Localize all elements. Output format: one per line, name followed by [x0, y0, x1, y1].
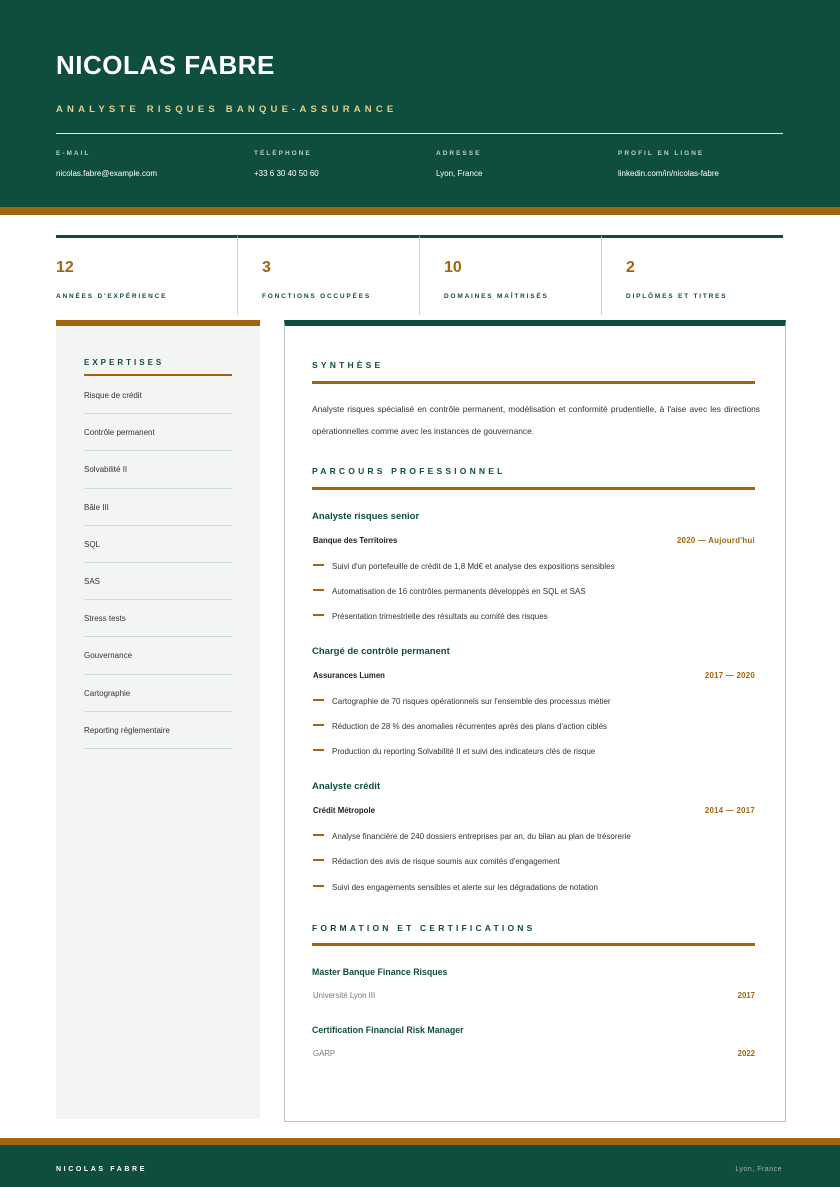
expertise-list — [84, 377, 232, 749]
bullet-text: Suivi des engagements sensibles et alerte sur les dégradations de notation — [332, 883, 598, 892]
job-bullet — [313, 883, 763, 895]
expertise-title: EXPERTISES — [84, 358, 165, 367]
footer-accent-band — [0, 1138, 840, 1145]
contact-phone-label: TÉLÉPHONE — [254, 150, 312, 157]
job-title: Analyste risques senior — [312, 511, 420, 522]
education-item-year: 2022 — [737, 1049, 755, 1058]
bullet-dash-icon — [313, 699, 324, 701]
education-item-title: Master Banque Finance Risques — [312, 967, 448, 977]
bullet-dash-icon — [313, 724, 324, 726]
stat-label: DIPLÔMES ET TITRES — [626, 293, 728, 300]
job-bullet — [313, 857, 763, 869]
contact-profile-value[interactable]: linkedin.com/in/nicolas-fabre — [618, 169, 719, 178]
contact-profile-label: PROFIL EN LIGNE — [618, 150, 705, 157]
stat-domains — [420, 235, 602, 315]
stat-value: 12 — [56, 259, 74, 276]
bullet-text: Production du reporting Solvabilité II et suivi des indicateurs clés de risque — [332, 747, 596, 756]
contact-phone — [254, 150, 319, 178]
bullet-dash-icon — [313, 749, 324, 751]
bullet-text: Cartographie de 70 risques opérationnels sur l'ensemble des processus métier — [332, 697, 611, 706]
bullet-text: Automatisation de 16 contrôles permanents développés en SQL et SAS — [332, 587, 586, 596]
bullet-dash-icon — [313, 859, 324, 861]
bullet-dash-icon — [313, 589, 324, 591]
contact-phone-value[interactable]: +33 6 30 40 50 60 — [254, 169, 319, 178]
footer-bar — [0, 1145, 840, 1187]
bullet-dash-icon — [313, 834, 324, 836]
job-bullet — [313, 747, 763, 759]
expertise-item: SQL — [84, 526, 232, 563]
job-headline: ANALYSTE RISQUES BANQUE-ASSURANCE — [56, 104, 398, 115]
experience-rule — [312, 487, 755, 490]
expertise-sidebar — [56, 320, 260, 1119]
contact-email-label: E-MAIL — [56, 150, 91, 157]
job-bullet — [313, 832, 763, 844]
summary-title: SYNTHÈSE — [312, 360, 384, 370]
header-accent-band — [0, 207, 840, 215]
stat-label: DOMAINES MAÎTRISÉS — [444, 293, 549, 300]
expertise-item: Solvabilité II — [84, 451, 232, 488]
expertise-item: Gouvernance — [84, 637, 232, 674]
stat-value: 10 — [444, 259, 462, 276]
bullet-text: Suivi d'un portefeuille de crédit de 1,8 Md€ et analyse des expositions sensibles — [332, 562, 615, 571]
job-dates: 2020 — Aujourd'hui — [676, 536, 755, 545]
job-bullet — [313, 587, 763, 599]
contact-profile — [618, 150, 719, 178]
stat-experience — [56, 235, 238, 315]
bullet-text: Réduction de 28 % des anomalies récurrentes après des plans d'action ciblés — [332, 722, 608, 731]
footer-name: NICOLAS FABRE — [56, 1166, 147, 1173]
bullet-text: Présentation trimestrielle des résultats au comité des risques — [332, 612, 548, 621]
contact-email-value[interactable]: nicolas.fabre@example.com — [56, 169, 158, 178]
expertise-item: Risque de crédit — [84, 377, 232, 414]
job-dates: 2014 — 2017 — [704, 806, 755, 815]
bullet-dash-icon — [313, 564, 324, 566]
expertise-item: Stress tests — [84, 600, 232, 637]
expertise-item: Reporting réglementaire — [84, 712, 232, 749]
summary-rule — [312, 381, 755, 384]
header-banner — [0, 0, 840, 207]
contact-email — [56, 150, 157, 178]
job-company: Crédit Métropole — [313, 806, 375, 815]
stat-degrees — [602, 235, 783, 315]
contact-address — [436, 150, 482, 178]
education-item-title: Certification Financial Risk Manager — [312, 1025, 464, 1035]
expertise-item: Bâle III — [84, 489, 232, 526]
candidate-name: NICOLAS FABRE — [56, 50, 275, 80]
bullet-text: Analyse financière de 240 dossiers entreprises par an, du bilan au plan de trésorerie — [332, 832, 631, 841]
main-content — [284, 320, 786, 1122]
job-title: Analyste crédit — [312, 781, 381, 792]
education-rule — [312, 943, 755, 946]
expertise-rule — [84, 374, 232, 376]
job-title: Chargé de contrôle permanent — [312, 646, 450, 657]
expertise-item: Cartographie — [84, 675, 232, 712]
bullet-text: Rédaction des avis de risque soumis aux comités d'engagement — [332, 857, 560, 866]
education-item-institution: GARP — [313, 1049, 336, 1058]
experience-title: PARCOURS PROFESSIONNEL — [312, 466, 506, 476]
job-company: Assurances Lumen — [313, 671, 385, 680]
expertise-item: SAS — [84, 563, 232, 600]
stat-value: 3 — [262, 259, 271, 276]
job-bullet — [313, 697, 763, 709]
stat-value: 2 — [626, 259, 635, 276]
job-dates: 2017 — 2020 — [704, 671, 755, 680]
footer-location: Lyon, France — [735, 1166, 782, 1173]
stat-label: ANNÉES D'EXPÉRIENCE — [56, 293, 168, 300]
bullet-dash-icon — [313, 614, 324, 616]
job-bullet — [313, 612, 763, 624]
expertise-item: Contrôle permanent — [84, 414, 232, 451]
education-item-year: 2017 — [737, 991, 755, 1000]
job-bullet — [313, 562, 763, 574]
bullet-dash-icon — [313, 885, 324, 887]
education-item-institution: Université Lyon III — [313, 991, 376, 1000]
summary-text: Analyste risques spécialisé en contrôle permanent, modélisation et conformité prudentielle, à l'aise avec les directions opérationnelles comme avec les instances de gouvernance. — [312, 404, 760, 436]
header-divider — [56, 133, 783, 134]
job-company: Banque des Territoires — [313, 536, 398, 545]
education-title: FORMATION ET CERTIFICATIONS — [312, 923, 536, 933]
contact-address-label: ADRESSE — [436, 150, 482, 157]
contact-address-value: Lyon, France — [436, 169, 483, 178]
stat-positions — [238, 235, 420, 315]
job-bullet — [313, 722, 763, 734]
stat-label: FONCTIONS OCCUPÉES — [262, 293, 371, 300]
